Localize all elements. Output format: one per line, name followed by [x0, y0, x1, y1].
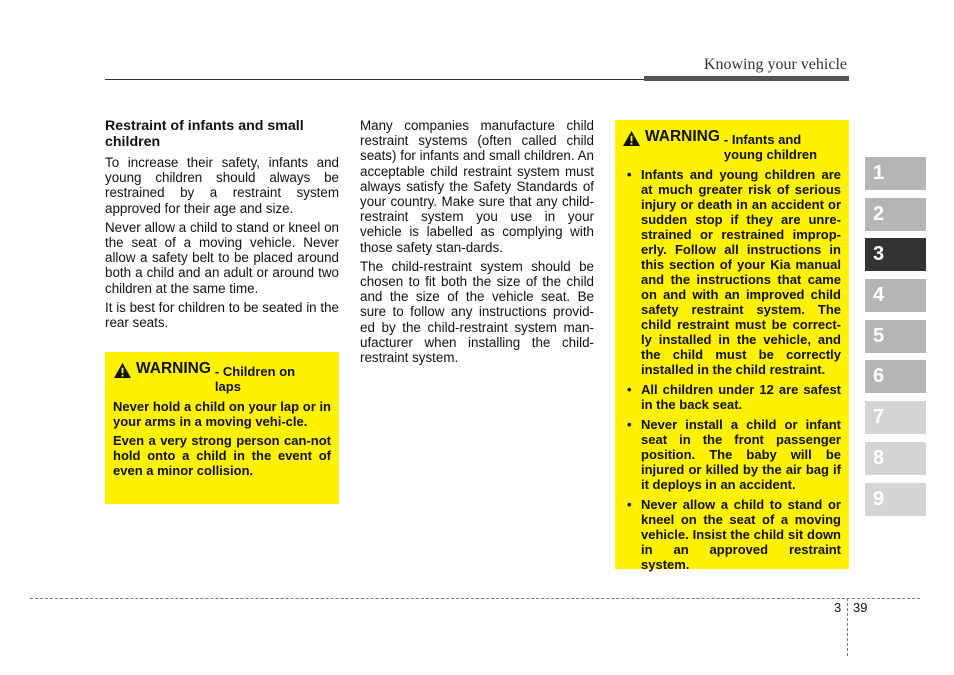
chapter-tab-3[interactable]: 3	[865, 238, 926, 271]
header-title: Knowing your vehicle	[703, 56, 847, 73]
footer-divider	[847, 598, 848, 656]
paragraph: It is best for children to be seated in the rear seats.	[105, 299, 339, 331]
chapter-tab-2[interactable]: 2	[865, 198, 926, 231]
warning-box-infants-young-children	[615, 120, 849, 572]
column-2	[360, 118, 594, 369]
chapter-tab-8[interactable]: 8	[865, 442, 926, 475]
warning-bullet: • Infants and young children are at much greater risk of serious injury or death in an accident or sudden stop if they are unre-strained or restrained improp-erly. Follow all instructions in this section of your Kia manual and the instructions that came on and with an improved child safety restraint system. The child restraint must be correct-ly installed in the vehicle, and the child must be correctly installed in the child restraint.	[622, 167, 841, 377]
paragraph: The child-restraint system should be chosen to fit both the size of the child and the size of the vehicle seat. Be sure to follow any instructions provid-ed by the child-restraint system man-ufacturer when installing the child-restraint system.	[360, 258, 594, 366]
paragraph: Never allow a child to stand or kneel on the seat of a moving vehicle. Never allow a safety belt to be placed around both a child and an adult or around two children at the same time.	[105, 219, 339, 296]
warning-paragraph: Even a very strong person can-not hold onto a child in the event of even a minor collision.	[113, 433, 331, 478]
section-heading: Restraint of infants and small children	[105, 118, 304, 150]
column-1	[105, 118, 339, 334]
warning-bullet: • Never install a child or infant seat in the front passenger position. The baby will be injured or killed by the air bag if it deploys in an accident.	[622, 417, 841, 492]
chapter-tabs	[865, 157, 926, 523]
paragraph: To increase their safety, infants and young children should always be restrained by a restraint system approved for their age and size.	[105, 155, 339, 216]
warning-subtitle: - Children on laps	[214, 364, 296, 394]
warning-bullet: • All children under 12 are safest in the back seat.	[622, 382, 841, 412]
warning-label: WARNING	[645, 128, 720, 145]
chapter-tab-1[interactable]: 1	[865, 157, 926, 190]
chapter-tab-4[interactable]: 4	[865, 279, 926, 312]
warning-paragraph: Never hold a child on your lap or in your arms in a moving vehi-cle.	[113, 399, 331, 429]
warning-subtitle: - Infants and young children	[723, 132, 818, 162]
page-chapter-number: 3	[834, 600, 842, 615]
warning-bullet: • Never allow a child to stand or kneel on the seat of a moving vehicle. Insist the child sit down in an approved restraint system.	[622, 497, 841, 572]
chapter-tab-7[interactable]: 7	[865, 401, 926, 434]
warning-box-children-on-laps	[105, 352, 339, 504]
warning-header	[113, 361, 331, 394]
warning-list	[622, 167, 841, 572]
warning-label: WARNING	[136, 360, 211, 377]
chapter-tab-6[interactable]: 6	[865, 360, 926, 393]
warning-triangle-icon	[113, 362, 132, 379]
chapter-tab-5[interactable]: 5	[865, 320, 926, 353]
warning-triangle-icon	[622, 130, 641, 147]
footer-rule	[30, 598, 920, 599]
header-bar	[644, 76, 849, 81]
page-number: 39	[853, 600, 868, 615]
paragraph: Many companies manufacture child restraint systems (often called child seats) for infants and small children. An acceptable child restraint system must always satisfy the Safety Standards of your country. Make sure that any child-restraint system you use in your vehicle is labelled as complying with those safety stan-dards.	[360, 118, 594, 255]
chapter-tab-9[interactable]: 9	[865, 483, 926, 516]
warning-header	[622, 129, 841, 162]
